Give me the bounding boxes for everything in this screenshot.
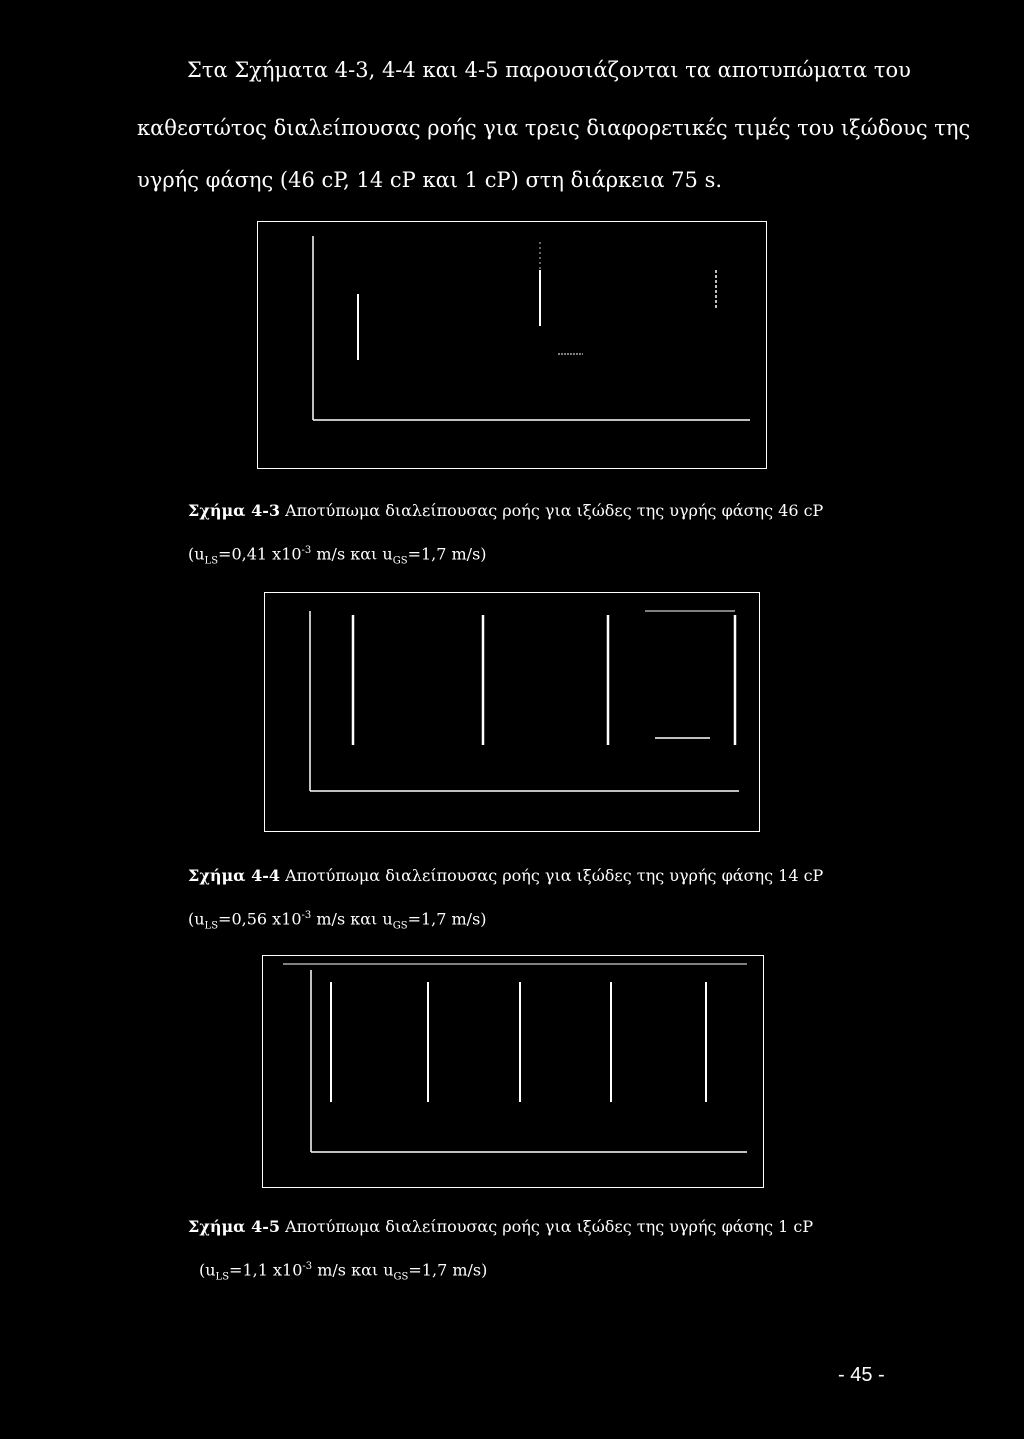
figure-4-3-caption (188, 503, 823, 519)
param-text: (u (199, 1260, 216, 1280)
figure-label: Σχήμα 4-4 (188, 866, 280, 885)
param-text: =0,41 x10 (218, 544, 302, 564)
caption-text: Αποτύπωμα διαλείπουσας ροής για ιξώδες της υγρής φάσης 14 cP (285, 866, 824, 885)
param-text: m/s και u (312, 1260, 394, 1280)
figure-4-4-trace (264, 592, 760, 832)
paragraph-line-2: καθεστώτος διαλείπουσας ροής για τρεις διαφορετικές τιμές του ιξώδους της (137, 116, 971, 140)
figure-4-3-params (188, 546, 487, 567)
param-subscript: LS (204, 555, 219, 567)
param-text: =1,7 m/s) (408, 1260, 488, 1280)
paragraph-line-3: υγρής φάσης (46 cP, 14 cP και 1 cP) στη διάρκεια 75 s. (137, 168, 723, 192)
figure-4-4-caption (188, 868, 823, 884)
param-text: =1,1 x10 (229, 1260, 303, 1280)
caption-text: Αποτύπωμα διαλείπουσας ροής για ιξώδες της υγρής φάσης 46 cP (285, 501, 824, 520)
figure-4-5-svg (263, 956, 765, 1189)
param-text: m/s και u (311, 909, 393, 929)
param-subscript: LS (215, 1271, 230, 1283)
figure-4-5-params (199, 1262, 487, 1283)
param-text: =1,7 m/s) (407, 909, 487, 929)
param-text: =1,7 m/s) (407, 544, 487, 564)
param-superscript: -3 (301, 910, 312, 921)
figure-label: Σχήμα 4-3 (188, 501, 280, 520)
figure-4-4-params (188, 911, 487, 932)
param-text: (u (188, 544, 205, 564)
param-superscript: -3 (302, 1261, 313, 1272)
page-number: - 45 - (838, 1364, 885, 1386)
param-text: m/s και u (311, 544, 393, 564)
figure-4-5-caption (188, 1219, 813, 1235)
param-text: =0,56 x10 (218, 909, 302, 929)
figure-4-3-trace (257, 221, 767, 469)
figure-label: Σχήμα 4-5 (188, 1217, 280, 1236)
caption-text: Αποτύπωμα διαλείπουσας ροής για ιξώδες της υγρής φάσης 1 cP (285, 1217, 814, 1236)
param-subscript: GS (392, 555, 408, 567)
paragraph-line-1: Στα Σχήματα 4-3, 4-4 και 4-5 παρουσιάζονται τα αποτυπώματα του (187, 58, 911, 82)
param-superscript: -3 (301, 545, 312, 556)
param-subscript: GS (392, 920, 408, 932)
figure-4-3-svg (258, 222, 768, 470)
param-text: (u (188, 909, 205, 929)
param-subscript: GS (393, 1271, 409, 1283)
figure-4-5-trace (262, 955, 764, 1188)
param-subscript: LS (204, 920, 219, 932)
figure-4-4-svg (265, 593, 761, 833)
